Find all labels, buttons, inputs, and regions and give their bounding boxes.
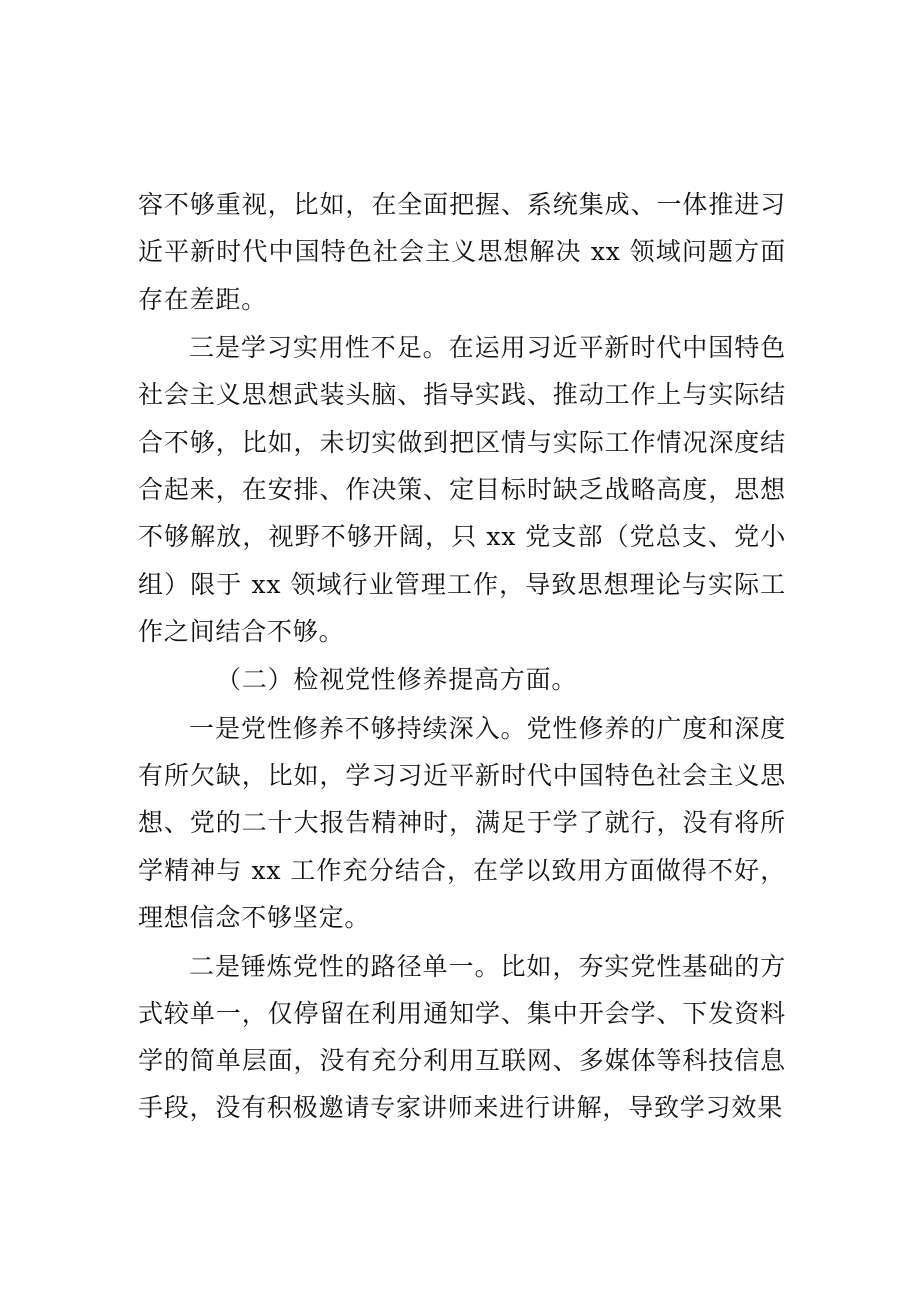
document-body [138, 181, 786, 1132]
paragraph-study-practicality: 三是学习实用性不足。在运用习近平新时代中国特色社会主义思想武装头脑、指导实践、推动工作上与实际结合不够，比如，未切实做到把区情与实际工作情况深度结合起来，在安排、作决策、定目标时缺乏战略高度，思想不够解放，视野不够开阔，只 xx 党支部（党总支、党小组）限于 xx 领域行业管理工作，导致思想理论与实际工作之间结合不够。 [138, 333, 786, 646]
paragraph-tempering-path: 二是锤炼党性的路径单一。比如，夯实党性基础的方式较单一，仅停留在利用通知学、集中开会学、下发资料学的简单层面，没有充分利用互联网、多媒体等科技信息手段，没有积极邀请专家讲师来进行讲解，导致学习效果 [138, 951, 786, 1123]
section-heading-party-spirit: （二）检视党性修养提高方面。 [216, 665, 578, 695]
paragraph-party-cultivation: 一是党性修养不够持续深入。党性修养的广度和深度有所欠缺，比如，学习习近平新时代中国特色社会主义思想、党的二十大报告精神时，满足于学了就行，没有将所学精神与 xx 工作充分结合，在学以致用方面做得不好，理想信念不够坚定。 [138, 713, 786, 933]
paragraph-continuation: 容不够重视，比如，在全面把握、系统集成、一体推进习近平新时代中国特色社会主义思想解决 xx 领域问题方面存在差距。 [138, 190, 786, 314]
